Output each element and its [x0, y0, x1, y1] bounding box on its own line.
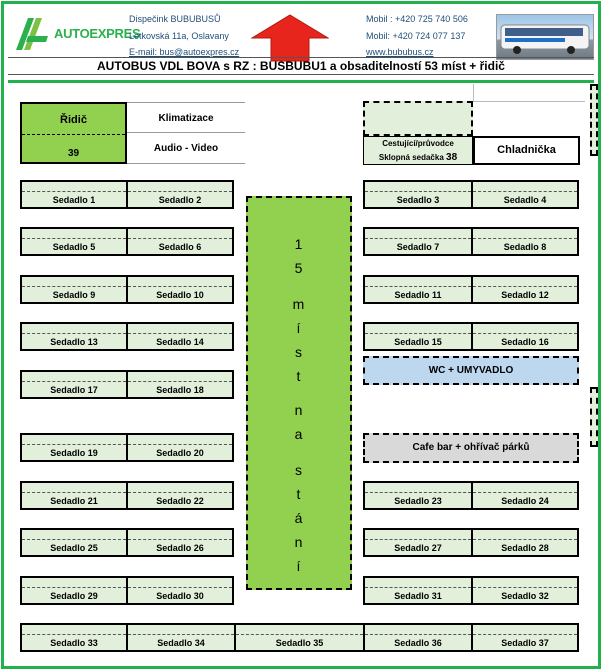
- seat-23[interactable]: [363, 481, 473, 510]
- divider-line: [8, 80, 594, 83]
- email-link[interactable]: E-mail: bus@autoexpres.cz: [129, 47, 240, 57]
- standing-char: t: [296, 486, 302, 502]
- seat-divider: [22, 492, 126, 493]
- guide-seat-top: [363, 101, 473, 136]
- seat-divider: [128, 286, 232, 287]
- fridge-label: Chladnička: [473, 136, 580, 165]
- standing-char: 5: [294, 260, 304, 276]
- seat-divider: [365, 238, 471, 239]
- seat-label: Sedadlo 8: [503, 242, 547, 252]
- seat-divider: [22, 333, 126, 334]
- seat-14[interactable]: [126, 322, 234, 351]
- ac-label: Klimatizace: [127, 102, 245, 133]
- folding-label: Sklopná sedačka: [378, 153, 444, 162]
- seat-19[interactable]: [20, 433, 128, 462]
- seat-label: Sedadlo 6: [158, 242, 202, 252]
- seat-divider: [365, 286, 471, 287]
- seat-label: Sedadlo 27: [394, 543, 442, 553]
- seat-20[interactable]: [126, 433, 234, 462]
- seat-label: Sedadlo 33: [50, 638, 98, 648]
- mobile-1: Mobil : +420 725 740 506: [366, 14, 468, 24]
- seat-33[interactable]: [20, 623, 128, 652]
- seat-17[interactable]: [20, 370, 128, 399]
- seat-4[interactable]: [471, 180, 579, 209]
- folding-number: 38: [446, 152, 458, 163]
- seat-9[interactable]: [20, 275, 128, 304]
- seat-divider: [473, 587, 577, 588]
- seat-divider: [22, 587, 126, 588]
- guide-folding-seat[interactable]: [363, 136, 473, 165]
- seat-divider: [128, 444, 232, 445]
- guide-label: Cestující/průvodce: [382, 139, 454, 148]
- seat-label: Sedadlo 25: [50, 543, 98, 553]
- seat-7[interactable]: [363, 227, 473, 256]
- seat-divider: [128, 492, 232, 493]
- seat-label: Sedadlo 35: [275, 638, 324, 648]
- seat-24[interactable]: [471, 481, 579, 510]
- standing-char: í: [296, 558, 302, 574]
- seat-8[interactable]: [471, 227, 579, 256]
- seat-3[interactable]: [363, 180, 473, 209]
- standing-char: á: [294, 510, 304, 526]
- seat-label: Sedadlo 26: [156, 543, 204, 553]
- seat-2[interactable]: [126, 180, 234, 209]
- seat-31[interactable]: [363, 576, 473, 605]
- seat-18[interactable]: [126, 370, 234, 399]
- logo-text: AUTOEXPRES: [54, 26, 141, 41]
- seat-label: Sedadlo 24: [501, 496, 549, 506]
- seat-label: Sedadlo 12: [501, 290, 549, 300]
- bus-photo: [496, 14, 594, 60]
- up-arrow-icon: [251, 14, 329, 62]
- seat-label: Sedadlo 13: [50, 337, 98, 347]
- seat-30[interactable]: [126, 576, 234, 605]
- seat-divider: [473, 286, 577, 287]
- seat-divider: [473, 238, 577, 239]
- seat-label: Sedadlo 3: [396, 195, 440, 205]
- seat-label: Sedadlo 28: [501, 543, 549, 553]
- seat-label: Sedadlo 20: [156, 448, 204, 458]
- seat-divider: [128, 587, 232, 588]
- driver-label: Řidič: [60, 114, 87, 126]
- standing-char: n: [294, 402, 304, 418]
- seat-15[interactable]: [363, 322, 473, 351]
- seat-divider: [128, 381, 232, 382]
- seat-label: Sedadlo 34: [157, 638, 205, 648]
- seat-label: Sedadlo 11: [394, 290, 442, 300]
- seat-divider: [22, 539, 126, 540]
- seat-label: Sedadlo 23: [394, 496, 442, 506]
- seat-divider: [128, 333, 232, 334]
- seat-10[interactable]: [126, 275, 234, 304]
- av-label: Audio - Video: [127, 133, 245, 164]
- seat-divider: [473, 191, 577, 192]
- front-door: [590, 84, 598, 156]
- seat-divider: [236, 634, 363, 635]
- seat-label: Sedadlo 21: [50, 496, 98, 506]
- seat-32[interactable]: [471, 576, 579, 605]
- seat-label: Sedadlo 5: [52, 242, 96, 252]
- seat-37[interactable]: [471, 623, 579, 652]
- seat-label: Sedadlo 36: [394, 638, 442, 648]
- seat-divider: [22, 444, 126, 445]
- address: Letkovská 11a, Oslavany: [129, 31, 229, 41]
- seat-divider: [473, 333, 577, 334]
- seat-divider: [365, 539, 471, 540]
- standing-area: [246, 196, 352, 590]
- seat-label: Sedadlo 37: [501, 638, 549, 648]
- seat-label: Sedadlo 29: [50, 591, 98, 601]
- seat-label: Sedadlo 16: [501, 337, 549, 347]
- seat-label: Sedadlo 18: [156, 385, 204, 395]
- seat-divider: [22, 634, 126, 635]
- seat-label: Sedadlo 15: [394, 337, 442, 347]
- seat-divider: [365, 634, 471, 635]
- seat-label: Sedadlo 19: [50, 448, 98, 458]
- header: [4, 4, 598, 58]
- seat-divider: [128, 191, 232, 192]
- dispatch-name: Dispečink BUBUBUSŮ: [129, 14, 221, 24]
- logo-icon: [14, 16, 54, 52]
- seat-divider: [22, 286, 126, 287]
- standing-char: m: [292, 296, 306, 312]
- seat-divider: [473, 492, 577, 493]
- driver-number: 39: [67, 148, 80, 159]
- seat-6[interactable]: [126, 227, 234, 256]
- seat-16[interactable]: [471, 322, 579, 351]
- seat-label: Sedadlo 32: [501, 591, 549, 601]
- seat-divider: [365, 492, 471, 493]
- seat-label: Sedadlo 7: [396, 242, 440, 252]
- website-link[interactable]: www.bububus.cz: [366, 47, 434, 57]
- seat-5[interactable]: [20, 227, 128, 256]
- seat-11[interactable]: [363, 275, 473, 304]
- seat-divider: [473, 539, 577, 540]
- seat-label: Sedadlo 17: [50, 385, 98, 395]
- seat-label: Sedadlo 1: [52, 195, 96, 205]
- seat-25[interactable]: [20, 528, 128, 557]
- page-title: AUTOBUS VDL BOVA s RZ : BUSBUBU1 a obsaditelností 53 míst + řidič: [8, 57, 594, 75]
- seat-divider: [365, 191, 471, 192]
- seat-label: Sedadlo 22: [156, 496, 204, 506]
- seat-divider: [473, 634, 577, 635]
- seat-divider: [128, 634, 234, 635]
- seat-label: Sedadlo 4: [503, 195, 547, 205]
- wc-washbasin: WC + UMYVADLO: [363, 356, 579, 385]
- seat-divider: [128, 539, 232, 540]
- standing-char: a: [294, 426, 304, 442]
- standing-char: 1: [294, 236, 304, 252]
- seat-35[interactable]: [234, 623, 365, 652]
- cafe-bar: Cafe bar + ohřívač párků: [363, 433, 579, 463]
- seat-divider: [365, 587, 471, 588]
- standing-char: s: [295, 344, 303, 360]
- standing-char: n: [294, 534, 304, 550]
- seat-divider: [22, 191, 126, 192]
- standing-char: t: [296, 368, 302, 384]
- standing-char: s: [295, 462, 303, 478]
- seat-27[interactable]: [363, 528, 473, 557]
- standing-char: í: [296, 320, 302, 336]
- seat-1[interactable]: [20, 180, 128, 209]
- seat-label: Sedadlo 31: [394, 591, 442, 601]
- seat-22[interactable]: [126, 481, 234, 510]
- seat-divider: [22, 238, 126, 239]
- autoexpres-logo: [14, 16, 141, 52]
- seat-26[interactable]: [126, 528, 234, 557]
- seat-21[interactable]: [20, 481, 128, 510]
- driver-seat[interactable]: [20, 102, 127, 164]
- seat-36[interactable]: [363, 623, 473, 652]
- seat-13[interactable]: [20, 322, 128, 351]
- seat-divider: [128, 238, 232, 239]
- seat-divider: [22, 381, 126, 382]
- seat-34[interactable]: [126, 623, 236, 652]
- mobile-2: Mobil: +420 724 077 137: [366, 31, 466, 41]
- seat-12[interactable]: [471, 275, 579, 304]
- seat-label: Sedadlo 14: [156, 337, 204, 347]
- seat-label: Sedadlo 10: [156, 290, 204, 300]
- seat-label: Sedadlo 30: [156, 591, 204, 601]
- middle-door: [590, 387, 598, 447]
- empty-cell: [473, 84, 585, 102]
- seat-label: Sedadlo 9: [52, 290, 96, 300]
- seat-divider: [365, 333, 471, 334]
- seat-28[interactable]: [471, 528, 579, 557]
- seat-29[interactable]: [20, 576, 128, 605]
- seat-label: Sedadlo 2: [158, 195, 202, 205]
